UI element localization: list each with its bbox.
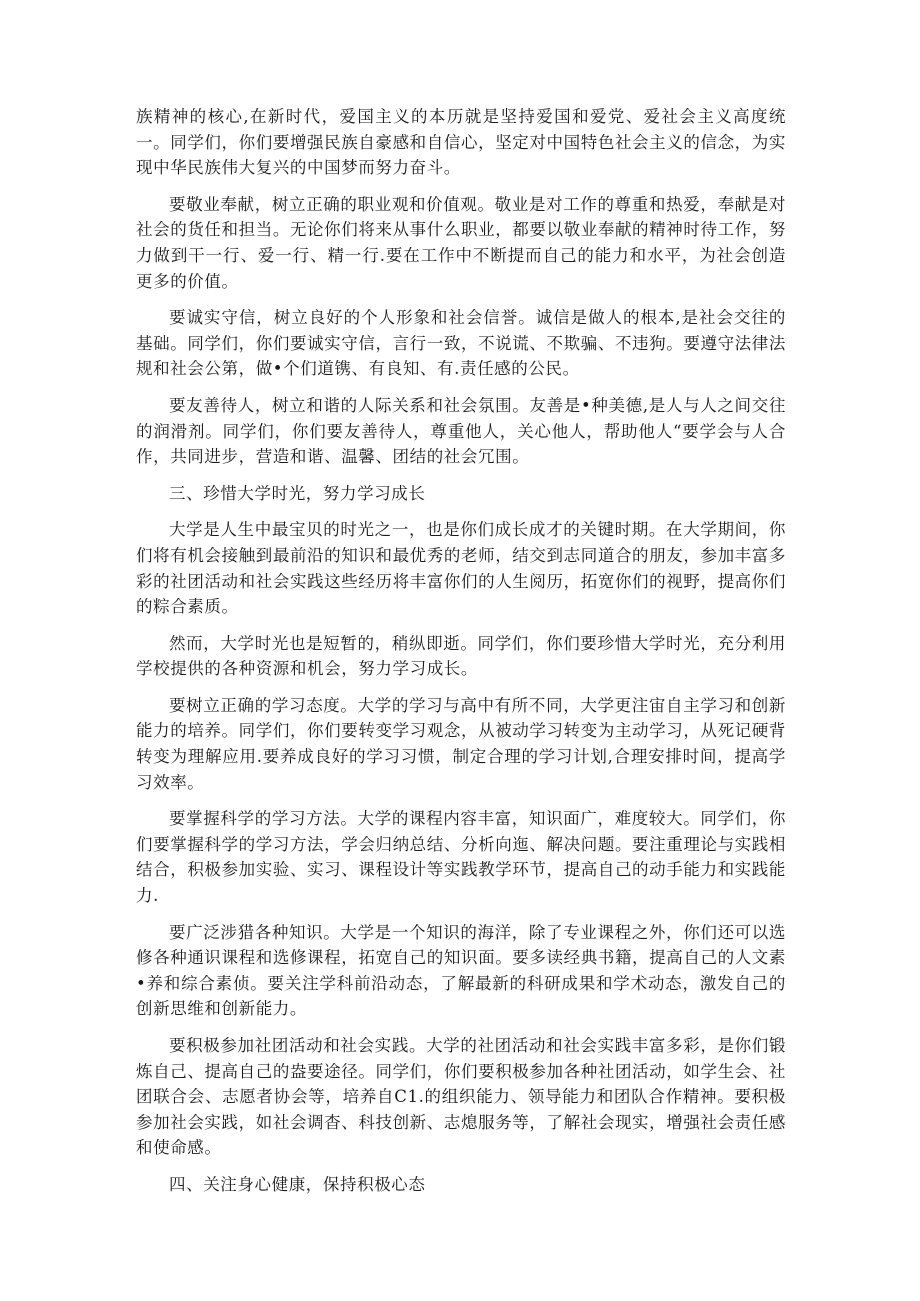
paragraph-university-time: 大学是人生中最宝贝的时光之一，也是你们成长成才的关键时期。在大学期间，你们将有机会接触到最前沿的知识和最优秀的老师，结交到志同道合的朋友，参加丰富多彩的社团活动和社会实践这些经历将丰富你们的人生阅历，拓宽你们的视野，提高你们的粽合素质。	[136, 520, 786, 617]
paragraph-integrity: 要诚实守信，树立良好的个人形象和社会信誉。诚信是做人的根本,是社会交往的基础。同学们，你们要诚实守信，言行一致，不说谎、不欺骗、不违狗。要遵守法律法规和社会公第，做•个们道镌、有良知、有.责任感的公民。	[136, 308, 786, 379]
paragraph-clubs-practice: 要积极参加社团活动和社会实践。大学的社团活动和社会实践丰富多彩，是你们锻炼自己、提高自己的盎要途径。同学们，你们要积极参加各种社团活动，如学生会、社团联合会、志愿者协会等，培养自C1.的组织能力、领导能力和团队合作精神。要积极参加社会实践，如社会调杳、科技创新、志熄服务等，了解社会现实，增强社会责任感和使命感。	[136, 1036, 786, 1158]
paragraph-broad-knowledge: 要广泛涉猎各种知识。大学是一个知识的海洋，除了专业课程之外，你们还可以选修各种通识课程和选修课程，拓宽自己的知识面。要多读经典书籍，提高自己的人文素•养和综合素侦。要关注学科前沿动态，了解最新的科研成果和学术动态，激发自己的创新思维和创新能力。	[136, 922, 786, 1019]
paragraph-patriotism-end: 族精神的核心,在新时代，爱国主义的本历就是坚持爱国和爱党、爱社会主义高度统一。同学们，你们要增强民族自豪感和自信心，坚定对中国特色社会主义的信念，为实现中华民族伟大复兴的中国梦而努力奋斗。	[136, 107, 786, 178]
paragraph-friendliness: 要友善待人，树立和谐的人际关系和社会氛围。友善是•种美德,是人与人之间交往的润滑剂。同学们，你们要友善待人，尊重他人，关心他人，帮助他人“要学会与人合作，共同进步，营造和谐、温馨、团结的社会冗围。	[136, 395, 786, 467]
document-body	[136, 104, 786, 1209]
paragraph-cherish-time: 然而，大学时光也是短暂的，稍纵即逝。同学们，你们要珍惜大学时光，充分利用学校提供的各种资源和机会，努力学习成长。	[136, 633, 786, 679]
paragraph-dedication: 要敬业奉献，树立正确的职业观和价值观。敬业是对工作的尊重和热爱，奉献是对社会的货任和担当。无论你们将来从事什么职业，都要以敬业奉献的精神时待工作，努力做到干一行、爱一行、精一行.要在工作中不断提而自己的能力和水平，为社会创造更多的价值。	[136, 194, 786, 291]
section-heading-3: 三、珍惜大学时光，努力学习成长	[169, 483, 426, 503]
paragraph-learning-attitude: 要树立正确的学习态度。大学的学习与高中有所不同，大学更注宙自主学习和创新能力的培养。同学们，你们要转变学习观念，从被动学习转变为主动学习，从死记硬背转变为理解应用.要养成良好的学习习惯，制定合理的学习计划,合理安排时间，提高学习效率。	[136, 695, 786, 792]
paragraph-learning-methods: 要掌握科学的学习方法。大学的课程内容丰富，知识面广，难度较大。同学们，你们要掌握科学的学习方法，学会归纳总结、分析向迤、解决问题。要注重理论与实践相结合，积极参加实验、实习、课程设计等实践教学环节，提高自己的动手能力和实践能力.	[136, 809, 786, 906]
section-heading-4: 四、关注身心健康，保持积极心态	[169, 1174, 426, 1194]
